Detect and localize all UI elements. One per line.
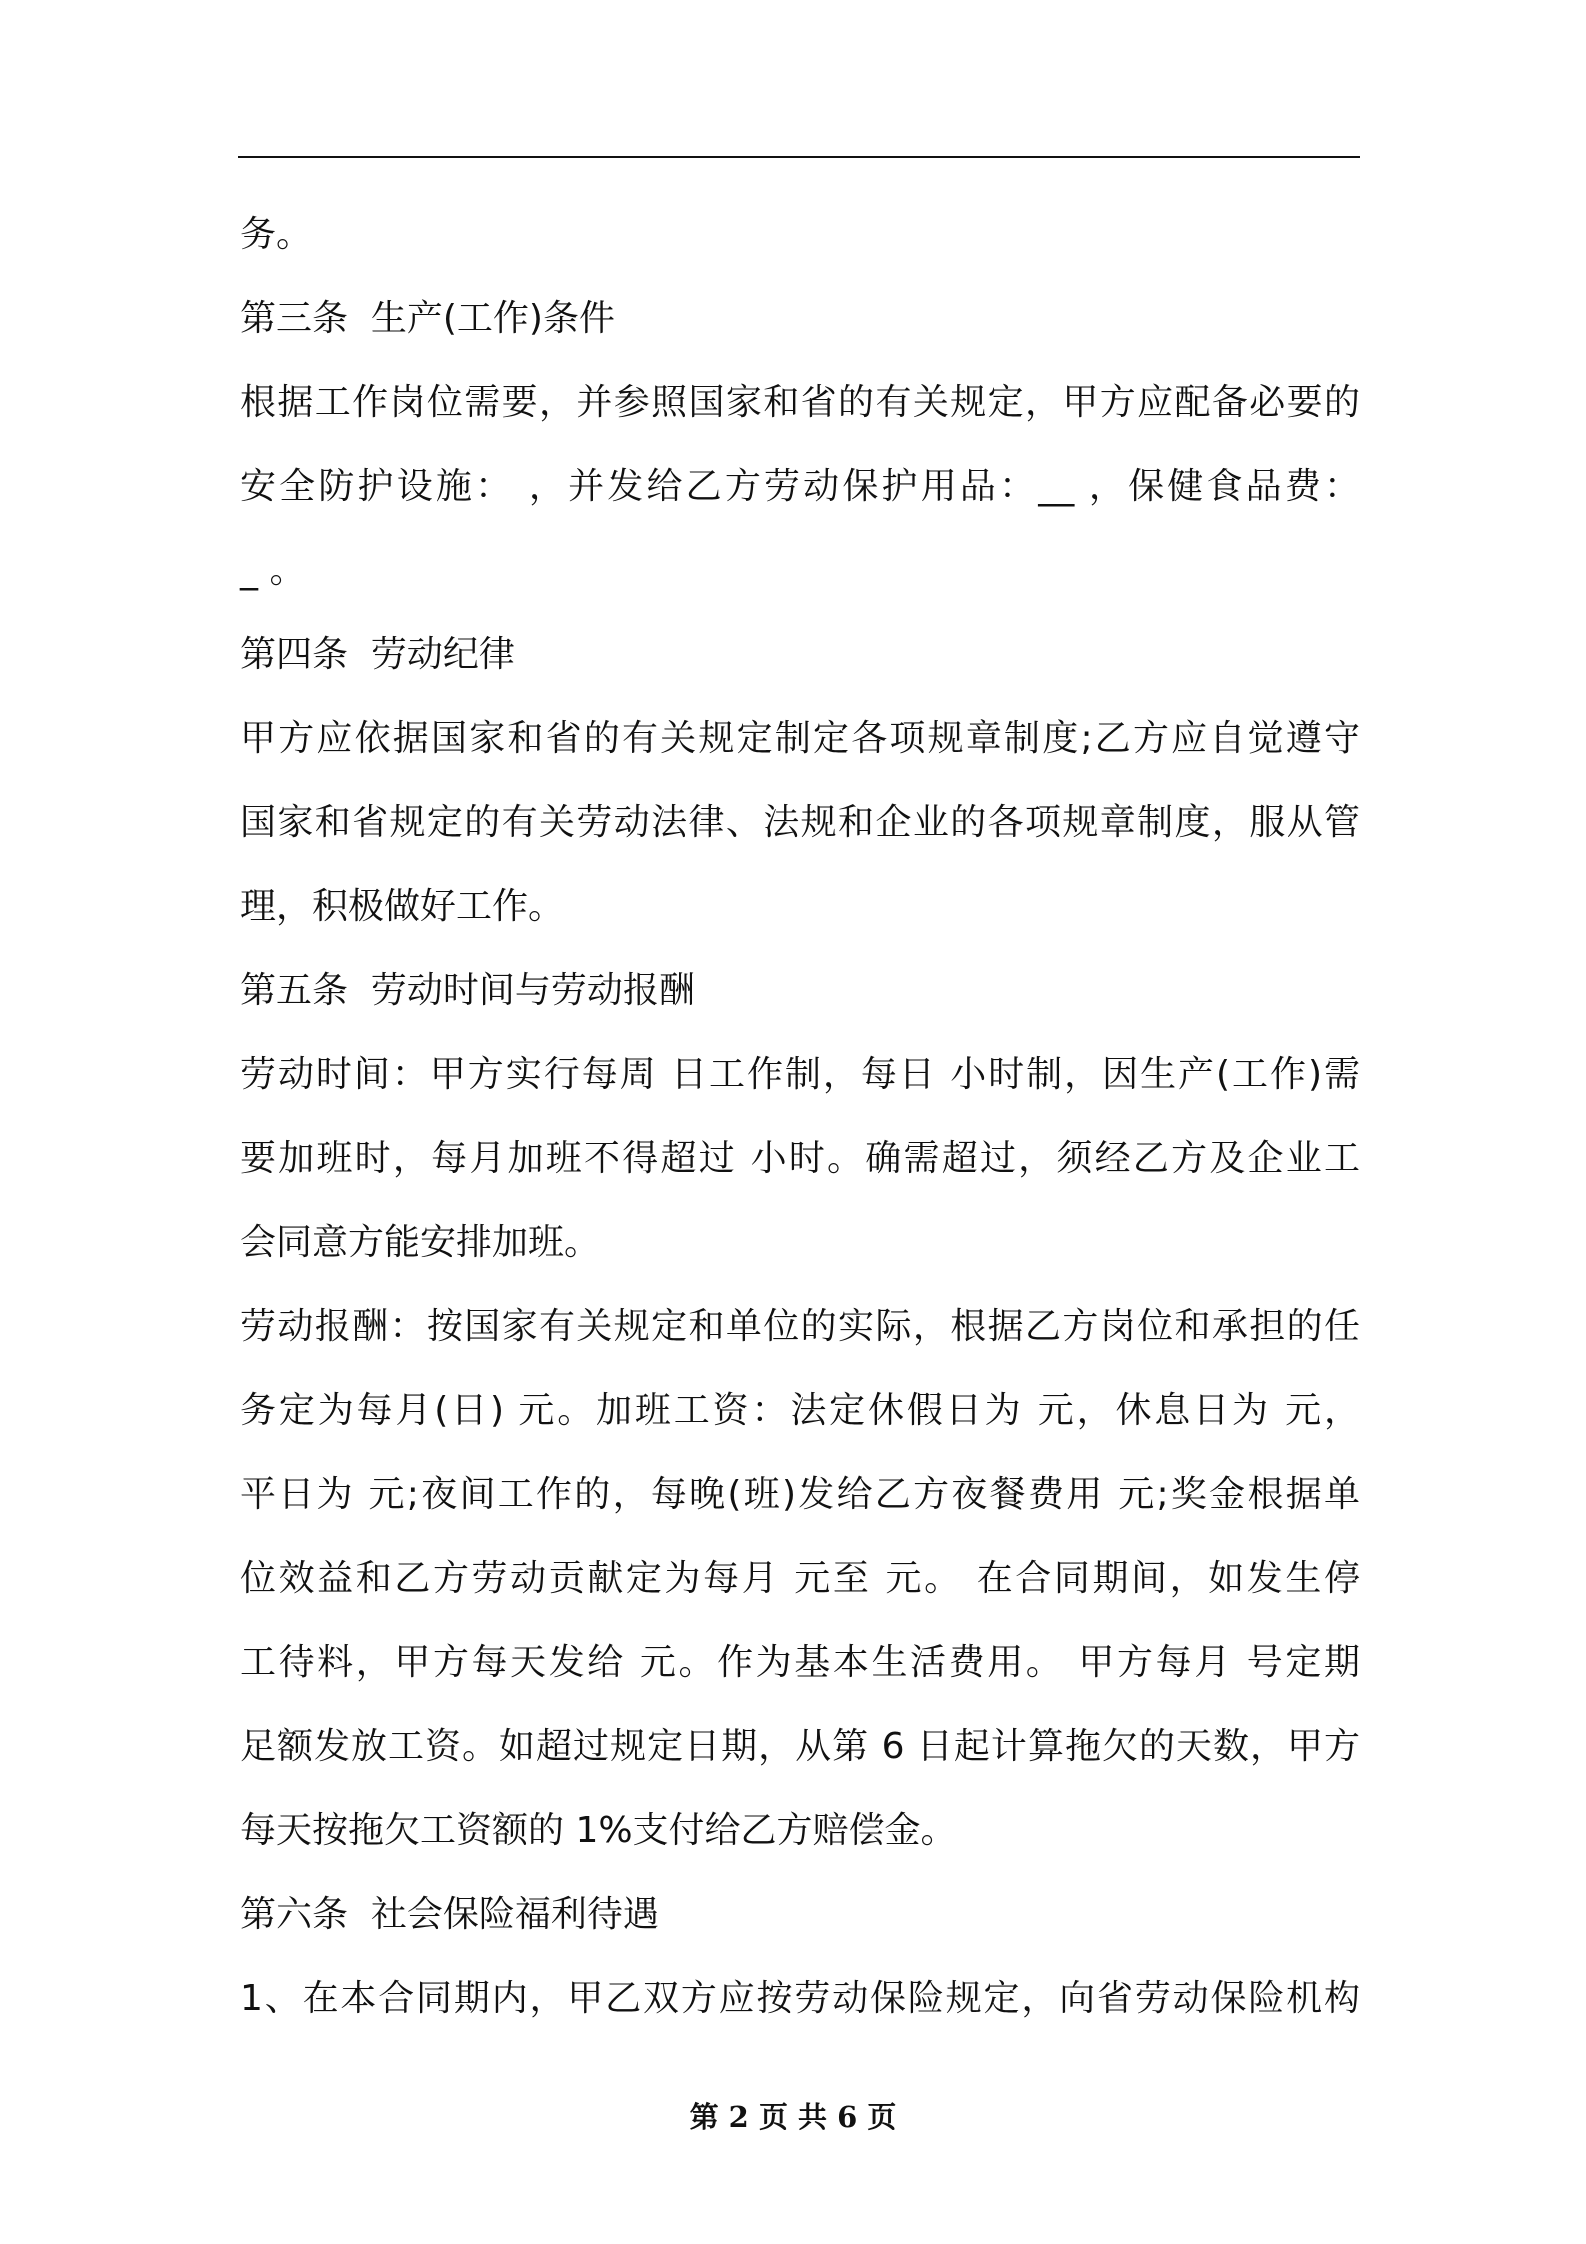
text-line: 劳动时间：甲方实行每周 日工作制，每日 小时制，因生产(工作)需	[240, 1054, 1360, 1095]
section-heading-article-5: 第五条 劳动时间与劳动报酬	[240, 970, 695, 1011]
text-line: 理，积极做好工作。	[240, 886, 565, 927]
section-heading-article-6: 第六条 社会保险福利待遇	[240, 1894, 659, 1935]
text-line: 位效益和乙方劳动贡献定为每月 元至 元。 在合同期间，如发生停	[240, 1558, 1360, 1599]
text-line: 1、在本合同期内，甲乙双方应按劳动保险规定，向省劳动保险机构	[240, 1978, 1360, 2019]
text-line: 会同意方能安排加班。	[240, 1222, 601, 1263]
page-number: 第 2 页 共 6 页	[689, 2100, 897, 2134]
text-line: 务。	[240, 214, 313, 255]
text-line: 国家和省规定的有关劳动法律、法规和企业的各项规章制度，服从管	[240, 802, 1360, 843]
text-line: 足额发放工资。如超过规定日期，从第 6 日起计算拖欠的天数，甲方	[240, 1726, 1360, 1767]
header-rule	[238, 156, 1360, 158]
text-line: 工待料，甲方每天发给 元。作为基本生活费用。 甲方每月 号定期	[240, 1642, 1360, 1683]
text-line: 每天按拖欠工资额的 1%支付给乙方赔偿金。	[240, 1810, 957, 1851]
text-line: 安全防护设施： ，并发给乙方劳动保护用品：__ ，保健食品费：	[240, 466, 1360, 507]
text-line: 根据工作岗位需要，并参照国家和省的有关规定，甲方应配备必要的	[240, 382, 1360, 423]
document-body	[240, 193, 1360, 2041]
text-line: _ 。	[240, 550, 306, 591]
text-line: 要加班时，每月加班不得超过 小时。确需超过，须经乙方及企业工	[240, 1138, 1360, 1179]
text-line: 务定为每月(日) 元。加班工资：法定休假日为 元，休息日为 元，	[240, 1390, 1360, 1431]
text-line: 劳动报酬：按国家有关规定和单位的实际，根据乙方岗位和承担的任	[240, 1306, 1360, 1347]
section-heading-article-3: 第三条 生产(工作)条件	[240, 298, 615, 339]
text-line: 甲方应依据国家和省的有关规定制定各项规章制度;乙方应自觉遵守	[240, 718, 1360, 759]
section-heading-article-4: 第四条 劳动纪律	[240, 634, 515, 675]
text-line: 平日为 元;夜间工作的，每晚(班)发给乙方夜餐费用 元;奖金根据单	[240, 1474, 1360, 1515]
